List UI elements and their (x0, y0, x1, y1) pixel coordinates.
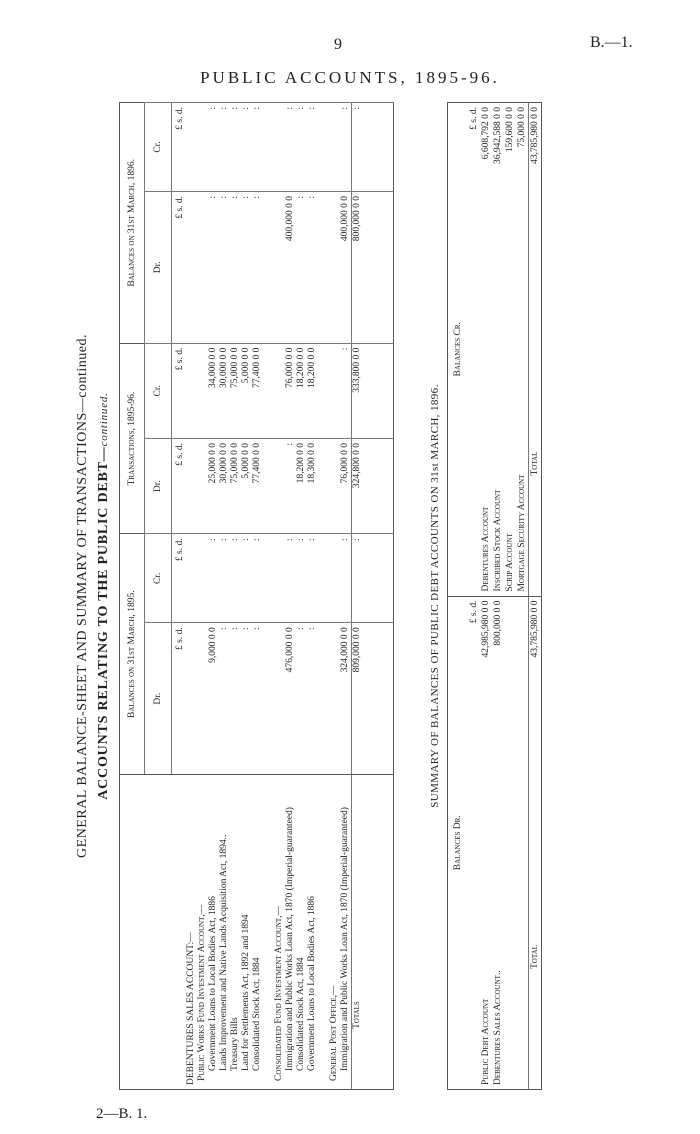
units: £ s. d. (468, 596, 480, 700)
table-row: Lands Improvement and Native Lands Acquisition Act, 1894.. : : 30,000 0 0 30,000 0 0 : : (219, 103, 230, 1090)
table-row: Debentures Sales Account.. 800,000 0 0 Inscribed Stock Account 36,942,588 0 0 (493, 107, 503, 1085)
group-header-transactions: Transactions, 1895-96. (120, 343, 145, 534)
units: £ s. d. (172, 439, 187, 534)
units: £ s. d. (172, 103, 187, 192)
table-row: Immigration and Public Works Loan Act, 1870 (Imperial-guaranteed) 476,000 0 0 : : 76,000 0 0 400,000 0 0 : (285, 103, 296, 1090)
table-row: Treasury Bills : : 75,000 0 0 75,000 0 0 : : (230, 103, 241, 1090)
col-dr-1895: Dr. (145, 623, 172, 775)
summary-total-row: Total 43,785,980 0 0 Total 43,785,980 0 0 (529, 103, 542, 1090)
rotated-content (75, 92, 635, 1100)
col-cr-1895: Cr. (145, 534, 172, 623)
page-number: 9 (334, 36, 342, 53)
table-row: Mortgage Security Account 75,000 0 0 (516, 103, 529, 1090)
units: £ s. d. (172, 623, 187, 775)
col-cr-1896: Cr. (145, 103, 172, 192)
summary-title: SUMMARY OF BALANCES OF PUBLIC DEBT ACCOUNTS ON 31st MARCH, 1896. (429, 384, 441, 808)
table-row: Government Loans to Local Bodies Act, 1886 9,000 0 0 : 25,000 0 0 34,000 0 0 : : (208, 103, 219, 1090)
table-row: Consolidated Stock Act, 1884 : : 18,200 0 0 18,200 0 0 : : (296, 103, 307, 1090)
main-title: PUBLIC ACCOUNTS, 1895-96. (200, 68, 500, 87)
group-header-1896: Balances on 31st March, 1896. (120, 103, 145, 344)
group-header-1895: Balances on 31st March, 1895. (120, 534, 145, 775)
heading-public-debt: ACCOUNTS RELATING TO THE PUBLIC DEBT—continued. (96, 392, 111, 800)
col-cr-trans: Cr. (145, 343, 172, 438)
transactions-table (119, 102, 394, 1090)
col-dr-trans: Dr. (145, 439, 172, 534)
header-blank (120, 775, 172, 1090)
summary-table (447, 102, 542, 1090)
table-row: Land for Settlements Act, 1892 and 1894 : : 5,000 0 0 5,000 0 0 : : (241, 103, 252, 1090)
footer-reference: 2—B. 1. (96, 1106, 148, 1122)
section-heading: DEBENTURES SALES ACCOUNT:— (186, 775, 197, 1090)
subsection-heading: General Post Office,— (329, 775, 340, 1090)
page-reference: B.—1. (590, 34, 633, 51)
units: £ s. d. (469, 107, 479, 130)
table-row: Government Loans to Local Bodies Act, 1886 : : 18,300 0 0 18,200 0 0 : : (307, 103, 318, 1090)
units: £ s. d. (172, 343, 187, 438)
totals-row: Totals 809,000 0 0 : 324,800 0 0 333,800 0 0 800,000 0 0 : (352, 103, 364, 1090)
col-dr-1896: Dr. (145, 191, 172, 343)
summary-dr-heading: Balances Dr. (448, 596, 469, 1089)
table-row: Consolidated Stock Act, 1884 : : 77,400 0 0 77,400 0 0 : : (252, 103, 263, 1090)
subsection-heading: Public Works Fund Investment Account,— (197, 775, 208, 1090)
units: £ s. d. (172, 534, 187, 623)
units: £ s. d. (172, 191, 187, 343)
table-row: Public Debt Account 42,985,980 0 0 Debentures Account 6,608,792 0 0 (481, 107, 491, 1085)
heading-general-balance: GENERAL BALANCE-SHEET AND SUMMARY OF TRANSACTIONS—continued. (75, 334, 90, 858)
table-row: Scrip Account 159,600 0 0 (504, 103, 516, 1090)
subsection-heading: Consolidated Fund Investment Account,— (274, 775, 285, 1090)
summary-cr-heading: Balances Cr. (453, 322, 463, 377)
table-row: Immigration and Public Works Loan Act, 1870 (Imperial-guaranteed) 324,000 0 0 : 76,000 0 0 : 400,000 0 0 : (340, 103, 352, 1090)
